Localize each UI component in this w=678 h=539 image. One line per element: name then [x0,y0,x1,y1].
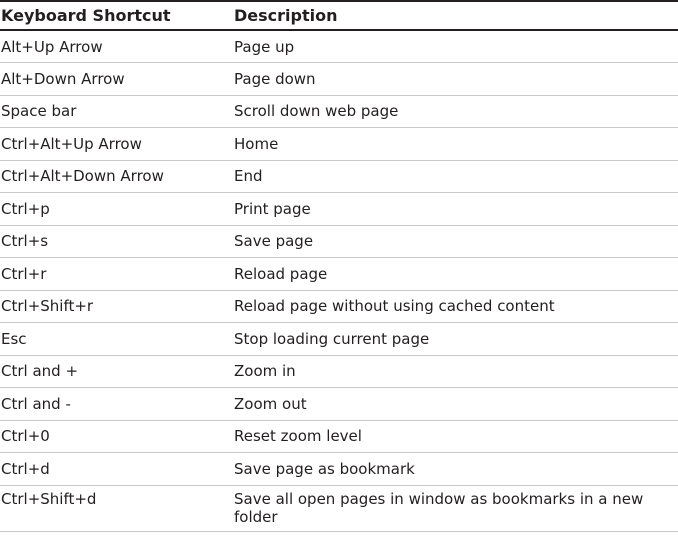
table-row [0,355,678,388]
description-cell: Reset zoom level [234,427,362,446]
shortcut-cell: Ctrl+Alt+Down Arrow [1,167,164,186]
table-row [0,63,678,96]
table-row [0,95,678,128]
table-row [0,258,678,291]
shortcut-cell: Ctrl+p [1,199,50,218]
column-header-description: Description [234,6,338,25]
table-row [0,225,678,258]
table-row [0,30,678,63]
table-body [0,30,678,531]
description-cell: Reload page [234,264,328,283]
shortcut-cell: Ctrl+Shift+d [1,489,97,508]
table-row [0,485,678,531]
description-cell: Page up [234,37,295,56]
description-cell: Scroll down web page [234,102,399,121]
shortcut-cell: Ctrl and - [1,394,71,413]
shortcut-cell: Ctrl+0 [1,427,50,446]
description-cell: Home [234,134,279,153]
shortcut-cell: Ctrl+r [1,264,47,283]
description-cell: Print page [234,199,311,218]
description-cell: Page down [234,69,316,88]
description-cell: Stop loading current page [234,329,430,348]
shortcut-cell: Space bar [1,102,77,121]
table-row [0,128,678,161]
shortcut-cell: Ctrl+Alt+Up Arrow [1,134,142,153]
description-cell: Save page [234,232,314,251]
description-cell: Zoom out [234,394,307,413]
table-row [0,193,678,226]
shortcut-cell: Ctrl+s [1,232,49,251]
shortcut-cell: Alt+Up Arrow [1,37,103,56]
table-row [0,453,678,486]
table-row [0,420,678,453]
shortcut-cell: Ctrl+Shift+r [1,297,94,316]
description-cell: Save all open pages in window as bookmarks in a new folder [234,489,644,526]
shortcut-cell: Ctrl+d [1,459,50,478]
column-header-shortcut: Keyboard Shortcut [1,6,171,25]
table-row [0,290,678,323]
shortcut-cell: Ctrl and + [1,362,79,381]
description-cell: End [234,167,263,186]
table-row [0,323,678,356]
shortcut-cell: Alt+Down Arrow [1,69,125,88]
description-cell: Reload page without using cached content [234,297,555,316]
table-row [0,160,678,193]
table-row [0,388,678,421]
description-cell: Zoom in [234,362,296,381]
description-cell: Save page as bookmark [234,459,415,478]
table-header-row [0,1,678,30]
shortcut-cell: Esc [1,329,27,348]
